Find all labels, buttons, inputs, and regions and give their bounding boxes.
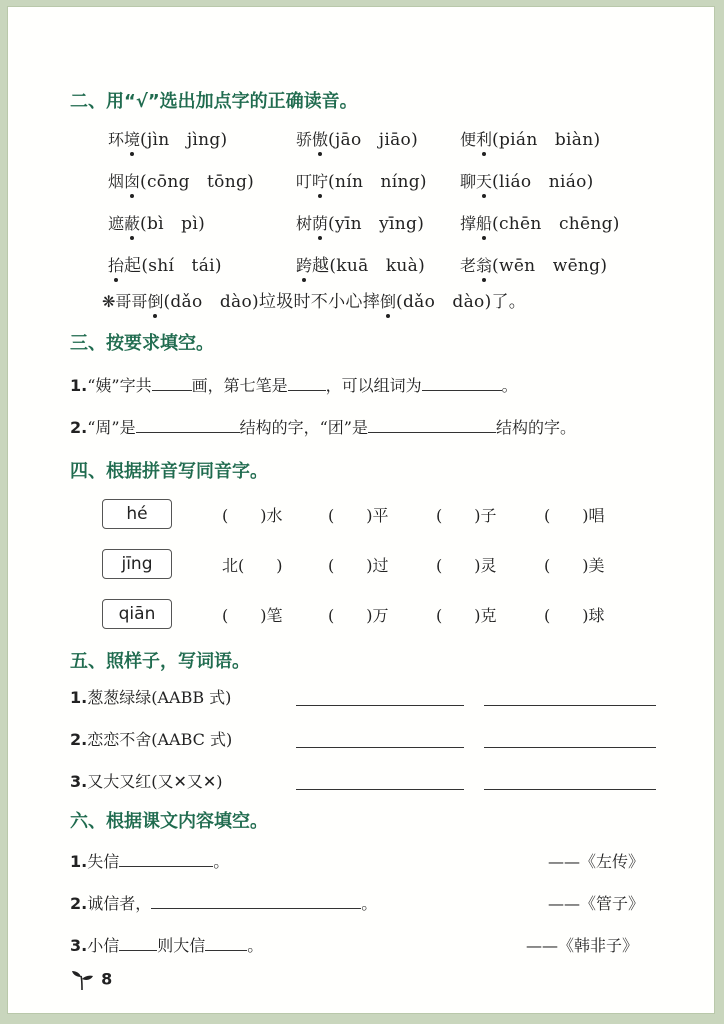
homophone-blank[interactable]: ( )万 bbox=[328, 606, 389, 625]
pinyin-choices[interactable]: (pián biàn) bbox=[492, 130, 601, 150]
homophone-blank[interactable]: ( )平 bbox=[328, 506, 389, 525]
answer-blank[interactable] bbox=[152, 389, 192, 391]
dotted-char: 船 bbox=[476, 214, 493, 233]
dotted-char: 傲 bbox=[312, 130, 329, 149]
word-pattern-item bbox=[70, 685, 231, 708]
pronunciation-item bbox=[296, 251, 425, 276]
question-number: 2. bbox=[70, 894, 88, 913]
question-text: 则大信 bbox=[157, 936, 206, 955]
pinyin-choices[interactable]: 越(kuā kuà) bbox=[312, 256, 426, 276]
homophone-blank[interactable]: ( )克 bbox=[436, 606, 497, 625]
sprout-icon bbox=[70, 969, 96, 991]
question-number: 2. bbox=[70, 730, 88, 749]
quote-question-3 bbox=[70, 933, 263, 956]
word-char: 遮 bbox=[108, 214, 125, 233]
answer-blank[interactable] bbox=[205, 949, 247, 951]
dotted-char: 翁 bbox=[476, 256, 493, 275]
word-char: 树 bbox=[296, 214, 313, 233]
question-text: “周”是 bbox=[87, 418, 136, 437]
dotted-char: 利 bbox=[476, 130, 493, 149]
answer-blank[interactable] bbox=[151, 907, 361, 909]
word-char: 骄 bbox=[296, 130, 313, 149]
answer-blank[interactable] bbox=[368, 431, 496, 433]
question-text: 。 bbox=[247, 936, 264, 955]
pronunciation-item bbox=[108, 251, 222, 276]
question-number: 1. bbox=[70, 688, 88, 707]
sentence-part: (dǎo dào)垃圾时不小心摔 bbox=[163, 292, 381, 312]
pinyin-choices[interactable]: (cōng tōng) bbox=[140, 172, 255, 192]
word-pattern-item bbox=[70, 727, 232, 750]
dotted-char: 荫 bbox=[312, 214, 329, 233]
dotted-char: 囱 bbox=[124, 172, 141, 191]
word-char: 便 bbox=[460, 130, 477, 149]
dotted-char: 跨 bbox=[296, 256, 313, 275]
question-text: ，可以组词为 bbox=[325, 376, 422, 395]
question-number: 1. bbox=[70, 376, 88, 395]
pinyin-choices[interactable]: (nín níng) bbox=[328, 172, 427, 192]
pinyin-choices[interactable]: (jāo jiāo) bbox=[328, 130, 419, 150]
homophone-blank[interactable]: ( )笔 bbox=[222, 606, 283, 625]
answer-blank[interactable] bbox=[119, 949, 157, 951]
answer-blank[interactable] bbox=[422, 389, 502, 391]
pronunciation-item bbox=[296, 209, 424, 234]
question-text: 结构的字，“团”是 bbox=[239, 418, 368, 437]
page-number: 8 bbox=[101, 969, 113, 989]
word-char: 聊 bbox=[460, 172, 477, 191]
pronunciation-sentence bbox=[102, 287, 526, 312]
quote-question-2 bbox=[70, 891, 377, 914]
word-pattern-item bbox=[70, 769, 223, 792]
section-6-title: 六、根据课文内容填空。 bbox=[70, 811, 268, 832]
question-number: 3. bbox=[70, 772, 88, 791]
pinyin-box: qiān bbox=[102, 599, 172, 629]
pinyin-choices[interactable]: (bì pì) bbox=[140, 214, 206, 234]
pronunciation-item bbox=[108, 209, 205, 234]
homophone-blank[interactable]: 北( ) bbox=[222, 556, 283, 575]
homophone-blank[interactable]: ( )美 bbox=[544, 556, 605, 575]
answer-blank[interactable] bbox=[136, 431, 240, 433]
fill-question-2 bbox=[70, 415, 576, 438]
dotted-char: 抬 bbox=[108, 256, 125, 275]
pinyin-box: jīng bbox=[102, 549, 172, 579]
word-example: 恋恋不舍(AABC 式) bbox=[87, 730, 233, 749]
answer-line[interactable] bbox=[296, 705, 464, 706]
pronunciation-item bbox=[460, 167, 594, 192]
answer-line[interactable] bbox=[484, 705, 656, 706]
pinyin-choices[interactable]: (liáo niáo) bbox=[492, 172, 594, 192]
homophone-blank[interactable]: ( )球 bbox=[544, 606, 605, 625]
pronunciation-item bbox=[108, 125, 228, 150]
sentence-part: ❋哥哥 bbox=[102, 292, 148, 311]
quote-source: ——《左传》 bbox=[548, 852, 645, 871]
question-number: 2. bbox=[70, 418, 88, 437]
answer-line[interactable] bbox=[296, 789, 464, 790]
word-char: 环 bbox=[108, 130, 125, 149]
answer-blank[interactable] bbox=[288, 389, 326, 391]
pinyin-choices[interactable]: (jìn jìng) bbox=[140, 130, 228, 150]
pronunciation-item bbox=[108, 167, 254, 192]
dotted-char: 倒 bbox=[380, 292, 397, 311]
section-5-title: 五、照样子，写词语。 bbox=[70, 651, 250, 672]
page-footer bbox=[70, 969, 112, 991]
answer-line[interactable] bbox=[484, 747, 656, 748]
question-text: 。 bbox=[361, 894, 378, 913]
question-text: 。 bbox=[213, 852, 230, 871]
worksheet-page bbox=[7, 6, 715, 1014]
question-text: 画，第七笔是 bbox=[191, 376, 288, 395]
question-text: 。 bbox=[501, 376, 518, 395]
homophone-blank[interactable]: ( )子 bbox=[436, 506, 497, 525]
section-2-title: 二、用“√”选出加点字的正确读音。 bbox=[70, 91, 358, 112]
dotted-char: 倒 bbox=[147, 292, 164, 311]
word-example: 又大又红(又✕又✕) bbox=[87, 772, 223, 791]
word-example: 葱葱绿绿(AABB 式) bbox=[87, 688, 232, 707]
pinyin-box: hé bbox=[102, 499, 172, 529]
pronunciation-item bbox=[460, 251, 607, 276]
homophone-blank[interactable]: ( )过 bbox=[328, 556, 389, 575]
pinyin-choices[interactable]: (chēn chēng) bbox=[492, 214, 620, 234]
answer-blank[interactable] bbox=[119, 865, 213, 867]
quote-source: ——《管子》 bbox=[548, 894, 645, 913]
question-number: 3. bbox=[70, 936, 88, 955]
sentence-part: (dǎo dào)了。 bbox=[396, 292, 527, 312]
question-text: “姨”字共 bbox=[87, 376, 152, 395]
pinyin-choices[interactable]: (yīn yīng) bbox=[328, 214, 425, 234]
quote-question-1 bbox=[70, 849, 229, 872]
quote-source: ——《韩非子》 bbox=[526, 936, 639, 955]
fill-question-1 bbox=[70, 373, 518, 396]
answer-line[interactable] bbox=[484, 789, 656, 790]
question-text: 结构的字。 bbox=[495, 418, 576, 437]
dotted-char: 天 bbox=[476, 172, 493, 191]
section-4-title: 四、根据拼音写同音字。 bbox=[70, 461, 268, 482]
question-text: 失信 bbox=[87, 852, 120, 871]
pronunciation-item bbox=[460, 125, 600, 150]
dotted-char: 蔽 bbox=[124, 214, 141, 233]
pronunciation-item bbox=[296, 125, 418, 150]
word-char: 烟 bbox=[108, 172, 125, 191]
word-char: 叮 bbox=[296, 172, 313, 191]
question-number: 1. bbox=[70, 852, 88, 871]
pronunciation-item bbox=[296, 167, 427, 192]
word-char: 撑 bbox=[460, 214, 477, 233]
pinyin-choices[interactable]: (wēn wēng) bbox=[492, 256, 608, 276]
homophone-blank[interactable]: ( )水 bbox=[222, 506, 283, 525]
word-char: 老 bbox=[460, 256, 477, 275]
question-text: 小信 bbox=[87, 936, 120, 955]
section-3-title: 三、按要求填空。 bbox=[70, 333, 214, 354]
dotted-char: 咛 bbox=[312, 172, 329, 191]
homophone-blank[interactable]: ( )灵 bbox=[436, 556, 497, 575]
question-text: 诚信者， bbox=[87, 894, 152, 913]
homophone-blank[interactable]: ( )唱 bbox=[544, 506, 605, 525]
pinyin-choices[interactable]: 起(shí tái) bbox=[124, 256, 222, 276]
dotted-char: 境 bbox=[124, 130, 141, 149]
pronunciation-item bbox=[460, 209, 620, 234]
answer-line[interactable] bbox=[296, 747, 464, 748]
